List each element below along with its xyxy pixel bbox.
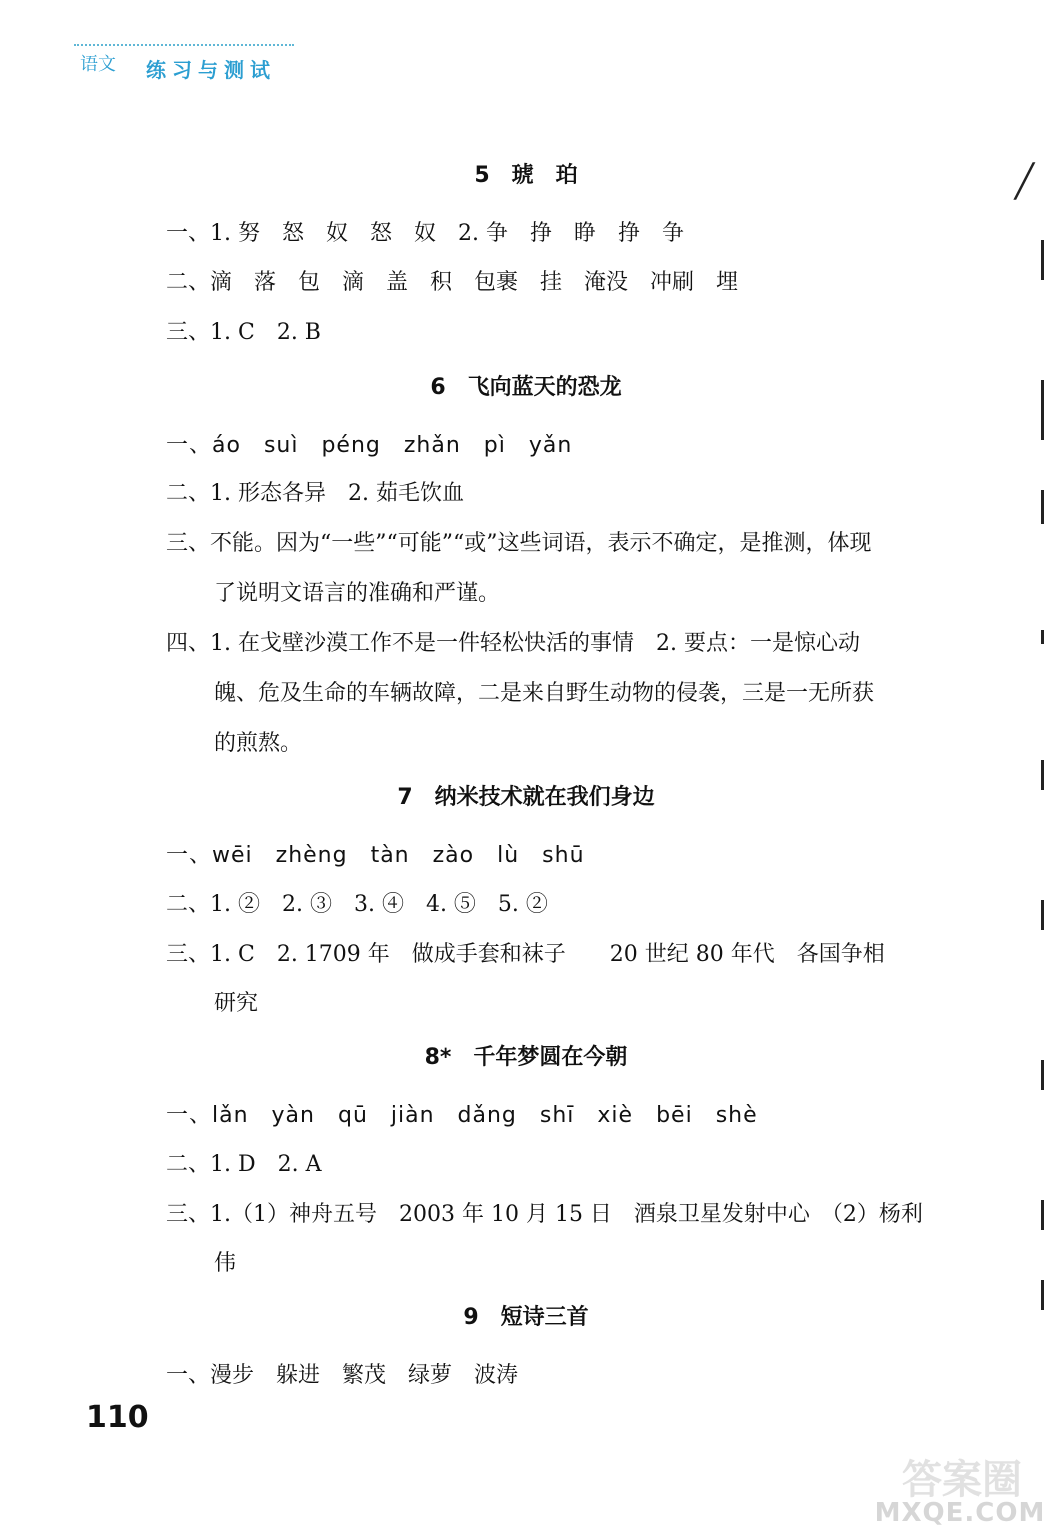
section-title: 6 飞向蓝天的恐龙	[430, 375, 622, 400]
answer-line: 三、1. C 2. 1709 年 做成手套和袜子 20 世纪 80 年代 各国争相	[166, 942, 885, 967]
page-number: 110	[86, 1400, 149, 1435]
series-title: 练习与测试	[146, 58, 276, 82]
answer-line: 三、1. C 2. B	[166, 320, 321, 345]
answer-line: 一、漫步 躲进 繁茂 绿萝 波涛	[166, 1363, 519, 1388]
header-rule-top	[74, 44, 294, 46]
watermark-logo: 答案圈	[902, 1457, 1022, 1503]
answer-line: 四、1. 在戈壁沙漠工作不是一件轻松快活的事情 2. 要点：一是惊心动	[166, 631, 860, 656]
answer-line-continued: 魄、危及生命的车辆故障，二是来自野生动物的侵袭，三是一无所获	[214, 681, 875, 706]
answer-line: 一、wēi zhèng tàn zào lù shū	[166, 843, 585, 868]
answer-line: 一、lǎn yàn qū jiàn dǎng shī xiè bēi shè	[166, 1103, 758, 1128]
answer-line-continued: 了说明文语言的准确和严谨。	[214, 581, 501, 606]
answer-line-continued: 伟	[214, 1251, 237, 1276]
answer-line: 三、不能。因为“一些”“可能”“或”这些词语，表示不确定，是推测，体现	[166, 531, 872, 556]
watermark-site: MXQE.COM	[874, 1498, 1046, 1528]
section-title: 5 琥 珀	[474, 163, 578, 188]
watermark	[870, 1448, 1050, 1534]
answer-line: 二、滴 落 包 滴 盖 积 包裹 挂 淹没 冲刷 埋	[166, 270, 739, 295]
answer-line: 二、1. D 2. A	[166, 1152, 322, 1177]
slash-mark-icon: ╱	[1014, 162, 1034, 200]
section-title: 7 纳米技术就在我们身边	[397, 785, 655, 810]
section-title: 9 短诗三首	[463, 1305, 589, 1330]
answer-line: 三、1.（1）神舟五号 2003 年 10 月 15 日 酒泉卫星发射中心 （2）杨利	[166, 1202, 923, 1227]
answer-line-continued: 研究	[214, 991, 259, 1016]
scan-edge-marks	[1008, 160, 1048, 1360]
answer-line: 二、1. 形态各异 2. 茹毛饮血	[166, 481, 464, 506]
answer-line-continued: 的煎熬。	[214, 731, 303, 756]
answer-line: 二、1. ② 2. ③ 3. ④ 4. ⑤ 5. ②	[166, 892, 548, 917]
subject-tag: 语文	[80, 54, 116, 75]
answer-line: 一、1. 努 怒 奴 怒 奴 2. 争 挣 睁 挣 争	[166, 221, 684, 246]
section-title: 8* 千年梦圆在今朝	[424, 1045, 628, 1070]
answer-line: 一、áo suì péng zhǎn pì yǎn	[166, 433, 573, 458]
